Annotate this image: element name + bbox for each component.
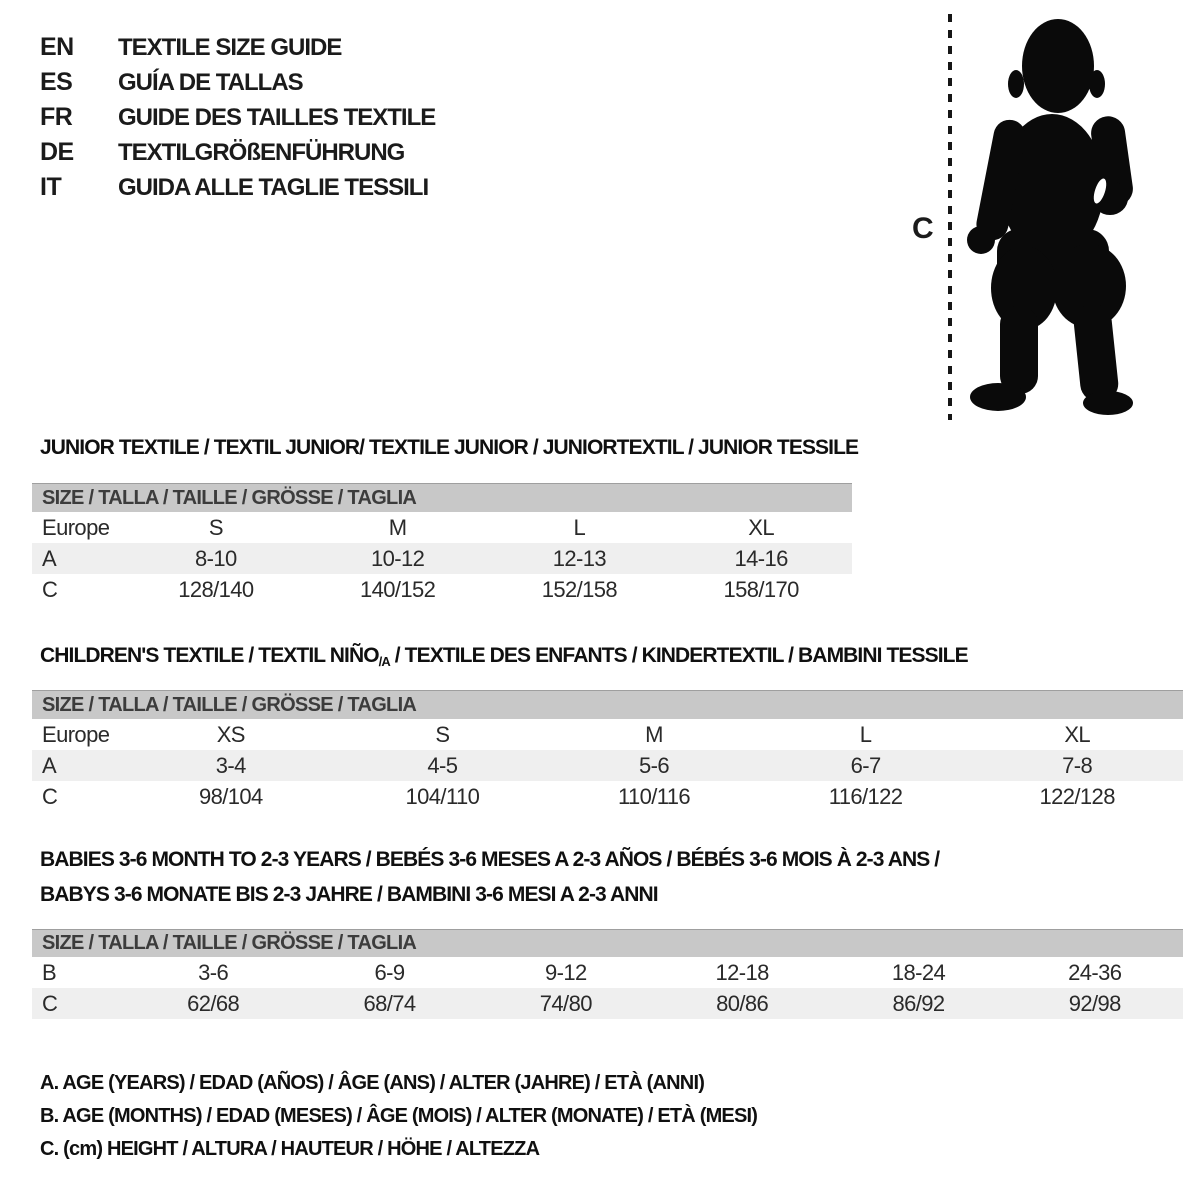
size-cell: 110/116 xyxy=(617,783,691,809)
babies-size-header-bar: SIZE / TALLA / TAILLE / GRÖSSE / TAGLIA xyxy=(32,929,1183,957)
table-row xyxy=(32,574,852,605)
size-cell: XL xyxy=(748,514,774,540)
language-row-fr xyxy=(40,100,435,135)
height-measure-dashed-line xyxy=(948,14,952,420)
size-cell: L xyxy=(859,721,872,747)
language-code: DE xyxy=(40,138,74,166)
language-title: TEXTILE SIZE GUIDE xyxy=(118,33,342,61)
size-cell: M xyxy=(645,721,663,747)
row-label: C xyxy=(42,783,58,809)
size-cell: 6-9 xyxy=(374,959,405,985)
row-label: A xyxy=(42,545,57,571)
row-label: Europe xyxy=(42,514,110,540)
language-title: TEXTILGRÖßENFÜHRUNG xyxy=(118,138,405,166)
junior-section-heading: JUNIOR TEXTILE / TEXTIL JUNIOR/ TEXTILE JUNIOR / JUNIORTEXTIL / JUNIOR TESSILE xyxy=(40,436,859,459)
size-cell: 140/152 xyxy=(359,576,436,602)
language-row-es xyxy=(40,65,435,100)
language-row-de xyxy=(40,135,435,170)
size-cell: S xyxy=(208,514,223,540)
table-row xyxy=(32,750,1183,781)
language-code: IT xyxy=(40,173,62,201)
language-title-list xyxy=(40,30,435,205)
table-row xyxy=(32,781,1183,812)
size-cell: 8-10 xyxy=(195,545,237,571)
language-row-it xyxy=(40,170,435,205)
size-cell: 104/110 xyxy=(405,783,480,809)
size-cell: 4-5 xyxy=(427,752,458,778)
size-cell: 14-16 xyxy=(734,545,788,571)
size-cell: 80/86 xyxy=(716,990,769,1016)
table-row xyxy=(32,719,1183,750)
size-cell: 12-18 xyxy=(715,959,769,985)
size-cell: 158/170 xyxy=(723,576,799,602)
children-heading-suffix: / TEXTILE DES ENFANTS / KINDERTEXTIL / BAMBINI TESSILE xyxy=(389,644,968,667)
size-cell: 10-12 xyxy=(370,545,425,571)
babies-size-table xyxy=(32,929,1183,1019)
legend xyxy=(40,1072,757,1171)
size-cell: 74/80 xyxy=(539,990,592,1016)
row-label: C xyxy=(42,990,58,1016)
babies-section-heading-line2: BABYS 3-6 MONATE BIS 2-3 JAHRE / BAMBINI 3-6 MESI A 2-3 ANNI xyxy=(40,883,658,906)
toddler-silhouette-image xyxy=(967,16,1137,416)
row-label: B xyxy=(42,959,57,985)
size-cell: 92/98 xyxy=(1068,990,1121,1016)
size-cell: S xyxy=(435,721,450,747)
children-heading-subscript: /A xyxy=(378,654,390,669)
size-cell: 3-4 xyxy=(215,752,246,778)
table-row xyxy=(32,988,1183,1019)
children-heading-prefix: CHILDREN'S TEXTILE / TEXTIL NIÑO xyxy=(40,644,379,667)
size-cell: 9-12 xyxy=(545,959,587,985)
size-cell: 68/74 xyxy=(363,990,416,1016)
junior-size-table xyxy=(32,483,852,605)
children-size-header-bar: SIZE / TALLA / TAILLE / GRÖSSE / TAGLIA xyxy=(32,690,1183,719)
children-section-heading xyxy=(40,644,968,669)
babies-section-heading-line1: BABIES 3-6 MONTH TO 2-3 YEARS / BEBÉS 3-6 MESES A 2-3 AÑOS / BÉBÉS 3-6 MOIS À 2-3 ANS / xyxy=(40,848,940,871)
size-cell: XS xyxy=(216,721,245,747)
size-cell: L xyxy=(573,514,586,540)
size-cell: 128/140 xyxy=(178,576,254,602)
language-title: GUÍA DE TALLAS xyxy=(118,68,303,96)
size-cell: 6-7 xyxy=(850,752,881,778)
legend-line-c: C. (cm) HEIGHT / ALTURA / HAUTEUR / HÖHE / ALTEZZA xyxy=(40,1138,540,1160)
size-cell: 24-36 xyxy=(1068,959,1122,985)
size-cell: M xyxy=(388,514,407,540)
language-code: FR xyxy=(40,103,73,131)
size-cell: 98/104 xyxy=(198,783,263,809)
legend-line-b: B. AGE (MONTHS) / EDAD (MESES) / ÂGE (MOIS) / ALTER (MONATE) / ETÀ (MESI) xyxy=(40,1105,758,1127)
language-title: GUIDA ALLE TAGLIE TESSILI xyxy=(118,173,429,201)
table-row xyxy=(32,512,852,543)
size-cell: 62/68 xyxy=(187,990,240,1016)
size-cell: 86/92 xyxy=(892,990,945,1016)
size-cell: XL xyxy=(1064,721,1091,747)
size-cell: 12-13 xyxy=(552,545,607,571)
row-label: A xyxy=(42,752,57,778)
size-cell: 18-24 xyxy=(891,959,946,985)
size-cell: 122/128 xyxy=(1039,783,1115,809)
size-cell: 3-6 xyxy=(198,959,229,985)
table-row xyxy=(32,543,852,574)
row-label: C xyxy=(42,576,58,602)
height-measure-label: C xyxy=(912,212,934,245)
legend-line-a: A. AGE (YEARS) / EDAD (AÑOS) / ÂGE (ANS) / ALTER (JAHRE) / ETÀ (ANNI) xyxy=(40,1072,705,1094)
size-cell: 7-8 xyxy=(1062,752,1093,778)
children-size-table xyxy=(32,690,1183,812)
size-cell: 152/158 xyxy=(541,576,618,602)
language-code: EN xyxy=(40,33,74,61)
size-cell: 116/122 xyxy=(828,783,903,809)
row-label: Europe xyxy=(42,721,110,747)
junior-size-header-bar: SIZE / TALLA / TAILLE / GRÖSSE / TAGLIA xyxy=(32,483,852,512)
size-cell: 5-6 xyxy=(638,752,669,778)
language-title: GUIDE DES TAILLES TEXTILE xyxy=(118,103,436,131)
language-code: ES xyxy=(40,68,73,96)
language-row-en xyxy=(40,30,435,65)
table-row xyxy=(32,957,1183,988)
